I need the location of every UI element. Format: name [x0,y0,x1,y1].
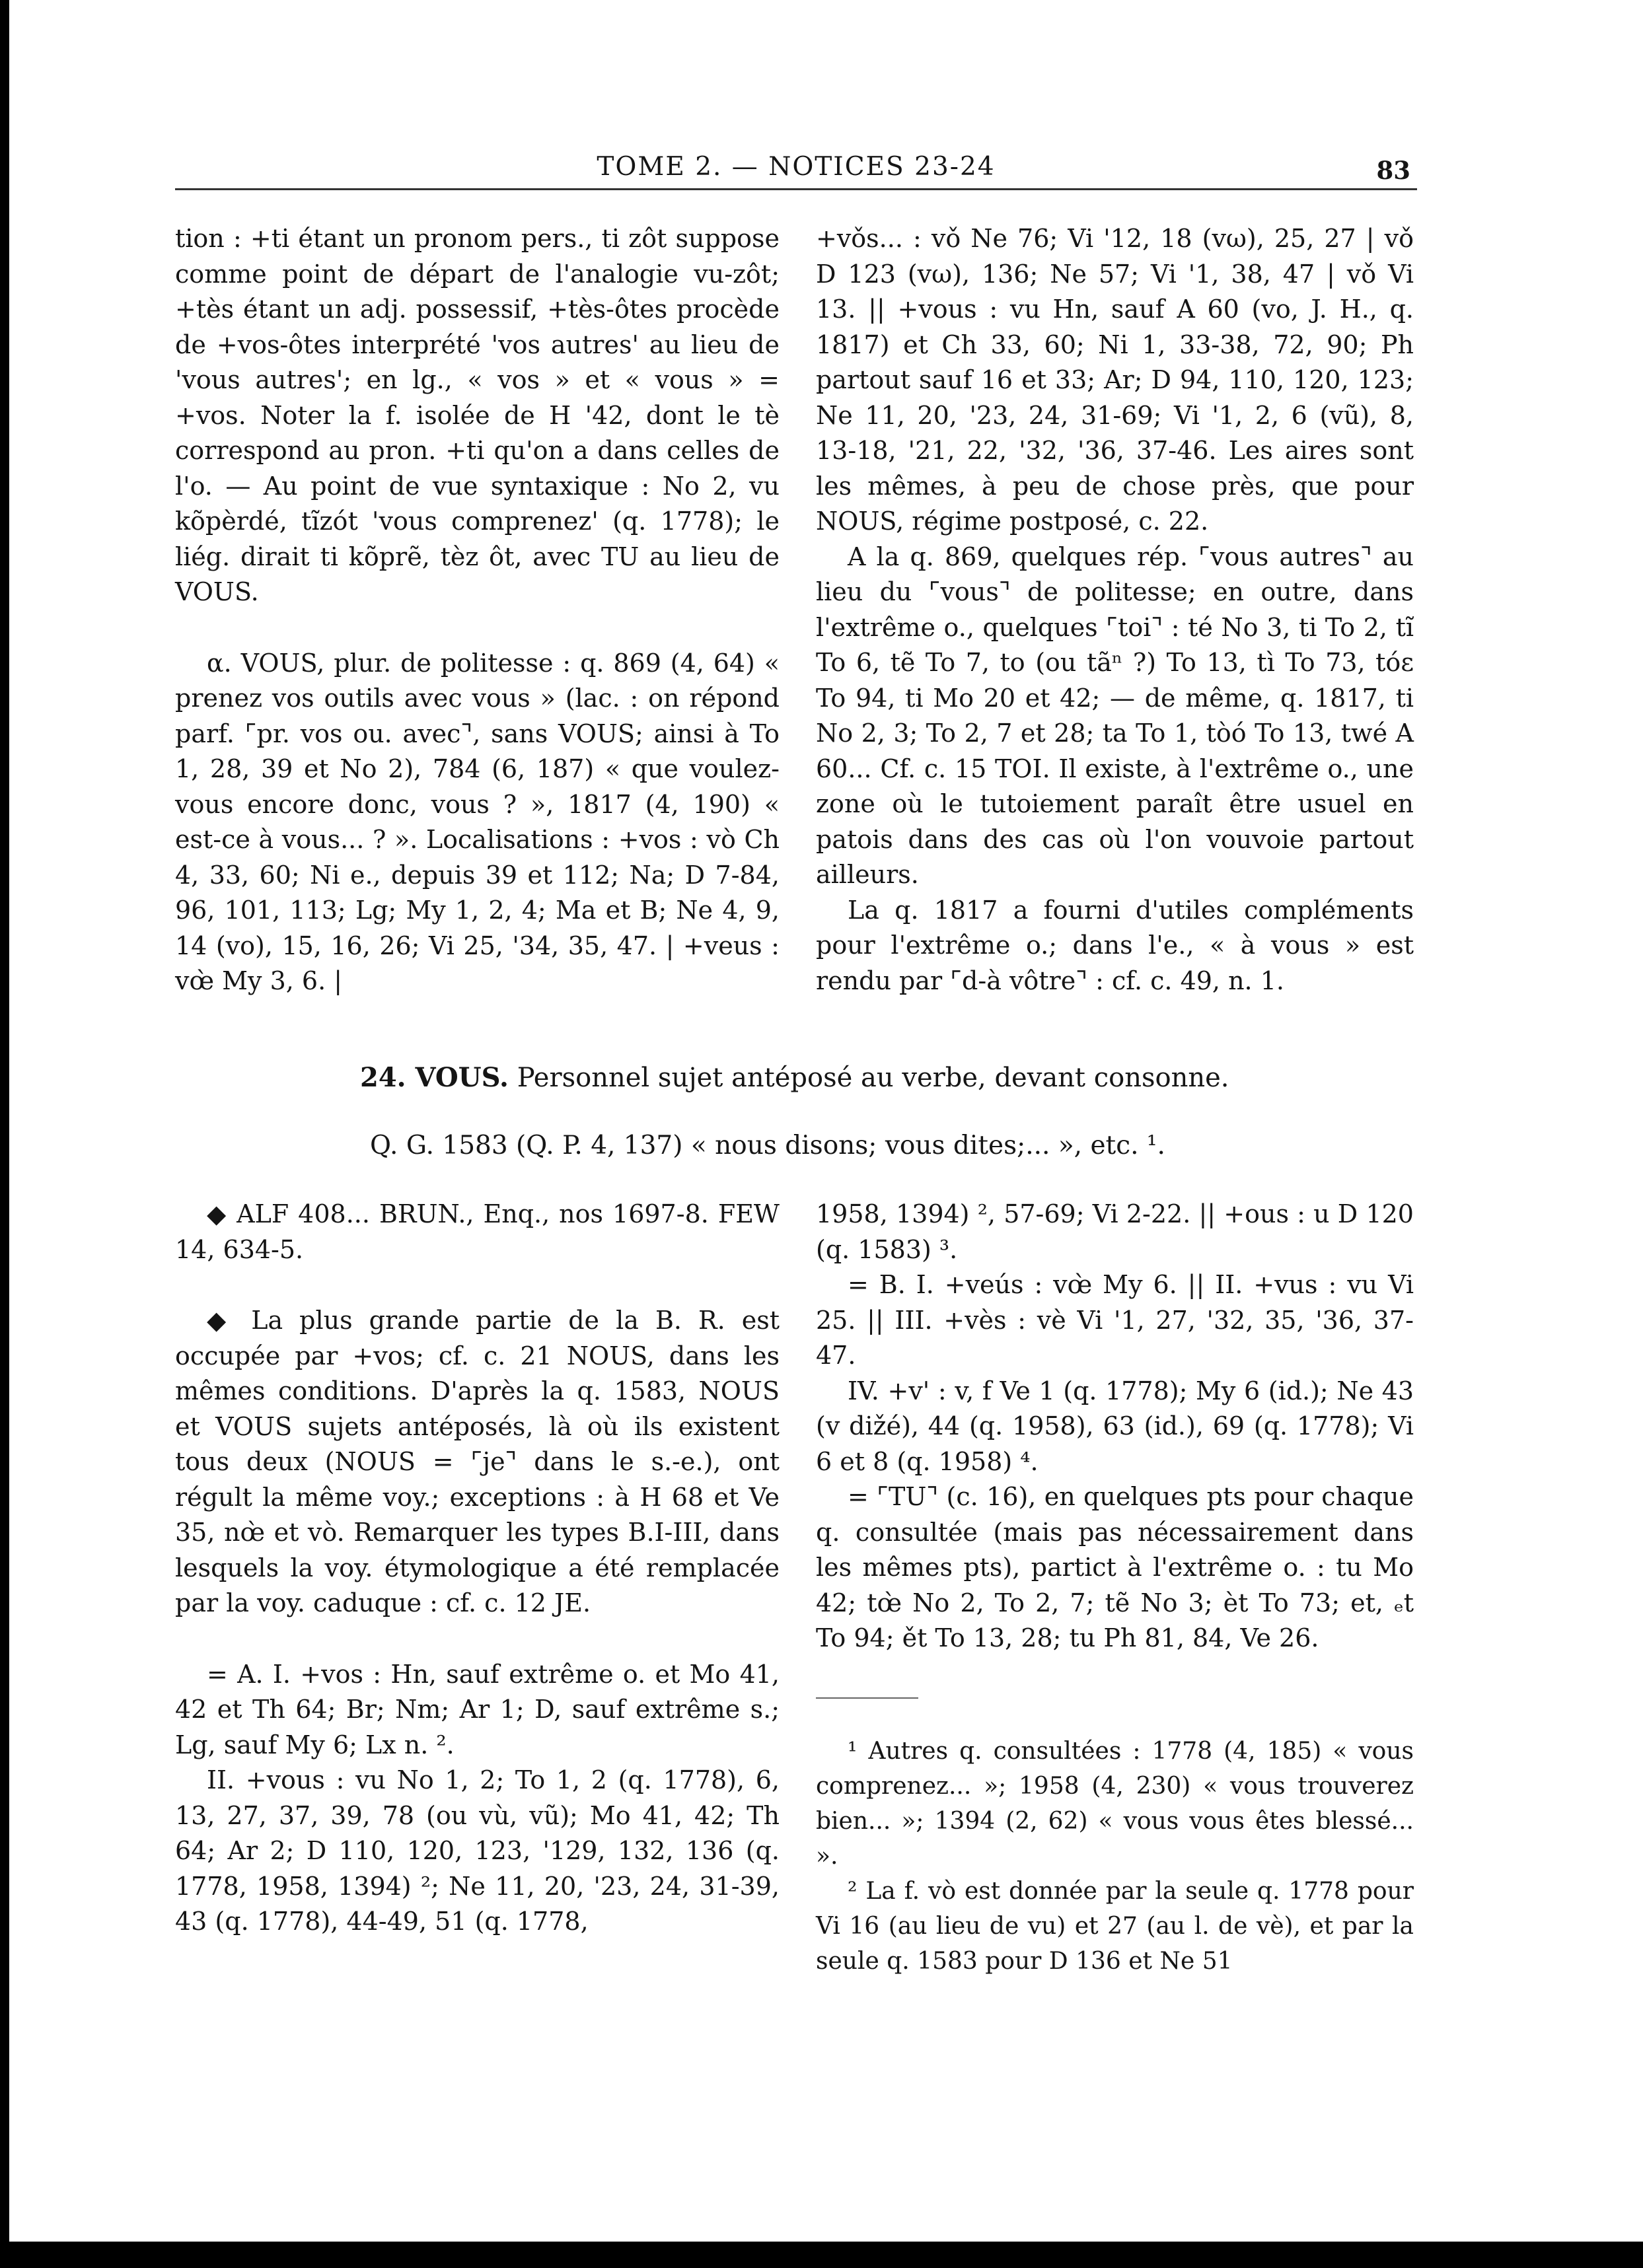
column-right-top [816,221,1414,999]
page-edge-shadow [0,0,9,2268]
paragraph: A la q. 869, quelques rép. ⌜vous autres⌝ au lieu du ⌜vous⌝ de politesse; en outre, dans l'extrême o., quelques ⌜toi⌝ : té No 3, ti To 2, tĩ To 6, tẽ To 7, to (ou tãⁿ ?) To 13, tì To 73, tóε To 94, ti Mo 20 et 42; — de même, q. 1817, ti No 2, 3; To 2, 7 et 28; ta To 1, tòó To 13, twé A 60... Cf. c. 15 TOI. Il existe, à l'extrême o., une zone où le tutoiement paraît être usuel en patois dans des cas où l'on vouvoie partout ailleurs. [816,542,1414,889]
footnote-rule [816,1697,918,1699]
footnote: ² La f. vò est donnée par la seule q. 1778 pour Vi 16 (au lieu de vu) et 27 (au l. de vè), et par la seule q. 1583 pour D 136 et Ne 51 [816,1878,1414,1975]
question-reference: Q. G. 1583 (Q. P. 4, 137) « nous disons; vous dites;... », etc. ¹. [370,1131,1165,1160]
paragraph: 1958, 1394) ², 57-69; Vi 2-22. || +ous : u D 120 (q. 1583) ³. [816,1199,1414,1264]
footnote: ¹ Autres q. consultées : 1778 (4, 185) « vous comprenez... »; 1958 (4, 230) « vous trouverez bien... »; 1394 (2, 62) « vous vous êtes blessé... ». [816,1738,1414,1870]
section-title: Personnel sujet antéposé au verbe, devant consonne. [517,1063,1229,1093]
paragraph: tion : +ti étant un pronom pers., ti zôt suppose comme point de départ de l'analogie vu-zôt; +tès étant un adj. possessif, +tès-ôtes procède de +vos-ôtes interprété 'vos autres' au lieu de 'vous autres'; en lg., « vos » et « vous » = +vos. Noter la f. isolée de H '42, dont le tè correspond au pron. +ti qu'on a dans celles de l'o. — Au point de vue syntaxique : No 2, vu kõpèrdé, tĩzót 'vous comprenez' (q. 1778); le liég. dirait ti kõprẽ, tèz ôt, avec TU au lieu de VOUS. [175,224,780,606]
paragraph: IV. +v' : v, f Ve 1 (q. 1778); My 6 (id.); Ne 43 (v dižé), 44 (q. 1958), 63 (id.), 69 (q. 1778); Vi 6 et 8 (q. 1958) ⁴. [816,1376,1414,1476]
page-header [175,151,1417,190]
header-rule [175,188,1417,190]
column-right-bottom [816,1197,1414,1656]
paragraph: La q. 1817 a fourni d'utiles compléments pour l'extrême o.; dans l'e., « à vous » est rendu par ⌜d-à vôtre⌝ : cf. c. 49, n. 1. [816,895,1414,995]
paragraph: +vǒs... : vǒ Ne 76; Vi '12, 18 (vω), 25, 27 | vǒ D 123 (vω), 136; Ne 57; Vi '1, 38, 47 | vǒ Vi 13. || +vous : vu Hn, sauf A 60 (vo, J. H., q. 1817) et Ch 33, 60; Ni 1, 33-38, 72, 90; Ph partout sauf 16 et 33; Ar; D 94, 110, 120, 123; Ne 11, 20, '23, 24, 31-69; Vi '1, 2, 6 (vũ), 8, 13-18, '21, 22, '32, '36, 37-46. Les aires sont les mêmes, à peu de chose près, que pour NOUS, régime postposé, c. 22. [816,224,1414,536]
column-left-top [175,221,780,999]
paragraph: = ⌜TU⌝ (c. 16), en quelques pts pour chaque q. consultée (mais pas nécessairement dans les mêmes pts), partict à l'extrême o. : tu Mo 42; tœ̀ No 2, To 2, 7; tẽ No 3; èt To 73; et, ₑt To 94; ět To 13, 28; tu Ph 81, 84, Ve 26. [816,1482,1414,1652]
footnotes [816,1734,1414,1979]
paragraph: α. VOUS, plur. de politesse : q. 869 (4, 64) « prenez vos outils avec vous » (lac. : on répond parf. ⌜pr. vos ou. avec⌝, sans VOUS; ainsi à To 1, 28, 39 et No 2), 784 (6, 187) « que voulez-vous encore donc, vous ? », 1817 (4, 190) « est-ce à vous... ? ». Localisations : +vos : vò Ch 4, 33, 60; Ni e., depuis 39 et 112; Na; D 7-84, 96, 101, 113; Lg; My 1, 2, 4; Ma et B; Ne 4, 9, 14 (vo), 15, 16, 26; Vi 25, '34, 35, 47. | +veus : vœ̀ My 3, 6. | [175,648,780,995]
paragraph: = B. I. +veús : vœ̀ My 6. || II. +vus : vu Vi 25. || III. +vès : vè Vi '1, 27, '32, 35, '36, 37-47. [816,1270,1414,1370]
paragraph: = A. I. +vos : Hn, sauf extrême o. et Mo 41, 42 et Th 64; Br; Nm; Ar 1; D, sauf extrême s.; Lg, sauf My 6; Lx n. ². [175,1659,780,1759]
section-heading [360,1062,1229,1093]
paragraph: ◆ La plus grande partie de la B. R. est occupée par +vos; cf. c. 21 NOUS, dans les mêmes conditions. D'après la q. 1583, NOUS et VOUS sujets antéposés, là où ils existent tous deux (NOUS = ⌜je⌝ dans le s.-e.), ont régult la même voy.; exceptions : à H 68 et Ve 35, nœ̀ et vò. Remarquer les types B.I-III, dans lesquels la voy. étymologique a été remplacée par la voy. caduque : cf. c. 12 JE. [175,1306,780,1617]
column-left-bottom [175,1197,780,1940]
paragraph: ◆ ALF 408... BRUN., Enq., nos 1697-8. FEW 14, 634-5. [175,1199,780,1264]
page-number: 83 [1376,156,1410,185]
paragraph: II. +vous : vu No 1, 2; To 1, 2 (q. 1778), 6, 13, 27, 37, 39, 78 (ou vù, vũ); Mo 41, 42; Th 64; Ar 2; D 110, 120, 123, '129, 132, 136 (q. 1778, 1958, 1394) ²; Ne 11, 20, '23, 24, 31-39, 43 (q. 1778), 44-49, 51 (q. 1778, [175,1765,780,1936]
scan-bottom-border [0,2242,1643,2268]
running-title: TOME 2. — NOTICES 23-24 [597,152,996,182]
section-number: 24. VOUS. [360,1062,509,1093]
